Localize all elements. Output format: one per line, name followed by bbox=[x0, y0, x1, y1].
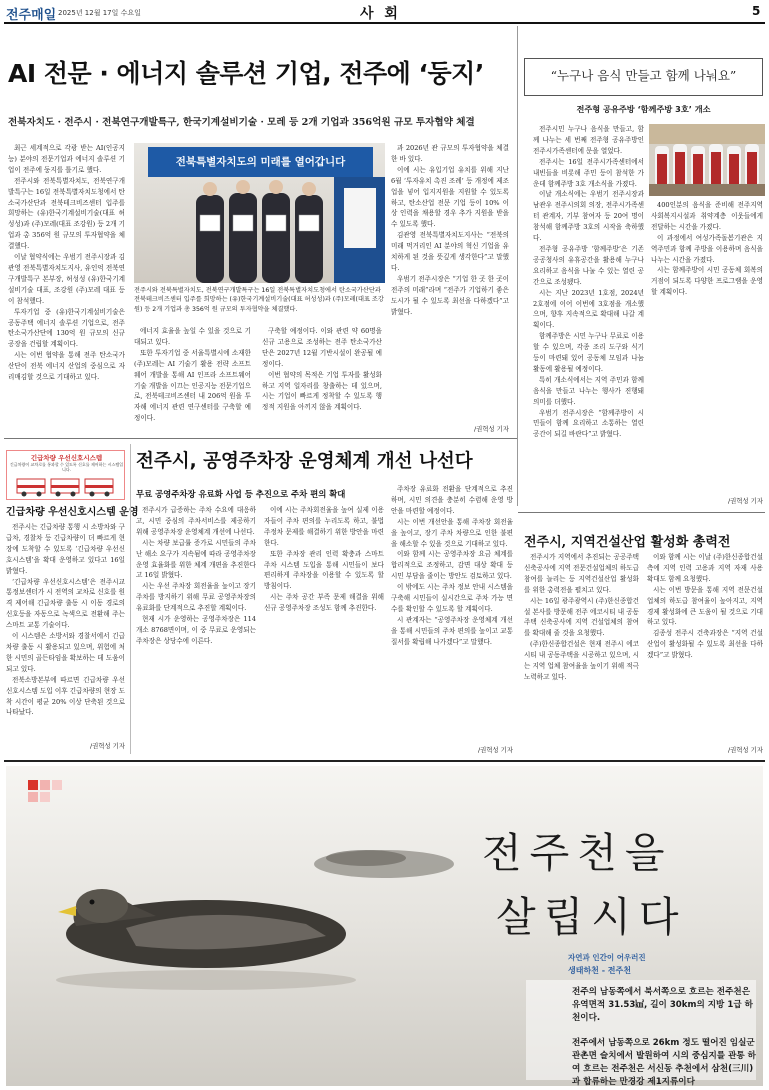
paragraph: 또한 주차장 관리 인력 확충과 스마트 주차 시스템 도입을 통해 시민들이 보다 편리하게 주차장을 이용할 수 있도록 할 방침이다. bbox=[264, 549, 384, 591]
article4-col2 bbox=[264, 505, 384, 755]
article3-badge-sub: 긴급차량이 교차로를 통과할 수 있도록 신호를 제어하는 시스템입니다. bbox=[9, 462, 124, 472]
ad-square-pink bbox=[28, 792, 38, 802]
article4-headline: 전주시, 공영주차장 운영체계 개선 나선다 bbox=[136, 451, 473, 472]
article3-badge: 긴급차량 우선신호시스템 bbox=[30, 454, 103, 462]
article1-col1 bbox=[8, 143, 125, 433]
ad-divider bbox=[4, 760, 765, 762]
ad-paragraph-2: 전주에서 남동쪽으로 26km 정도 떨어진 임실군 관촌면 슬치에서 발원하여 시의 중심지를 관통 하여 흐르는 전주천은 서신동 추천에서 삼천(三川)과 합류하는 만경강 제1지류이다 bbox=[572, 1038, 756, 1086]
column-divider bbox=[130, 444, 131, 754]
article3-body bbox=[6, 522, 125, 744]
paragraph: 시 관계자는 “공영주차장 운영체계 개선을 통해 시민들의 주차 편의를 높이고 교통 질서를 확립해 나가겠다”고 말했다. bbox=[391, 615, 513, 646]
article5-byline: /권혁성 기자 bbox=[727, 746, 763, 754]
paragraph: 시는 함께주방이 시민 공동체 회복의 거점이 되도록 다양한 프로그램을 운영할 계획이다. bbox=[651, 266, 763, 297]
paragraph: 이날 협약식에는 우범기 전주시장과 김관영 전북특별자치도지사, 유인억 전북연구개발특구 본부장, 허성성 (유)한국기계설비기술 대표, 조강원 (주)모레 대표 등이 참석했다. bbox=[8, 253, 125, 305]
article2-byline: /권혁성 기자 bbox=[727, 497, 763, 505]
paragraph: 이 과정에서 여성가족돌봄기관은 지역주민과 함께 주방을 이용하며 음식을 나누는 시간을 가졌다. bbox=[651, 233, 763, 264]
paragraph: 전주형 공유주방 ‘함께주방’은 기존 공공청사의 유휴공간을 활용해 누구나 요리하고 음식을 나눌 수 있는 열린 공간으로 조성됐다. bbox=[533, 244, 644, 286]
article1-byline: /권혁성 기자 bbox=[473, 425, 509, 433]
paragraph: 함께주방은 시민 누구나 무료로 이용할 수 있으며, 각종 조리 도구와 식기 등이 마련돼 있어 공동체 모임과 나눔 활동에 활용될 예정이다. bbox=[533, 332, 644, 373]
paragraph: 주차장 유료화 전환을 단계적으로 추진하며, 시민 의견을 충분히 수렴해 운영 방안을 마련할 예정이다. bbox=[391, 485, 513, 515]
ad-square-pink bbox=[40, 780, 50, 790]
paragraph: 이 밖에도 시는 주차 정보 안내 시스템을 구축해 시민들이 실시간으로 주차 가능 면수를 확인할 수 있도록 할 계획이다. bbox=[391, 583, 513, 613]
paragraph: 전주시와 전북특별자치도, 전북연구개발특구는 16일 전북특별자치도청에서 탄소국가산단과 전북테크비즈센터 입주를 희망하는 (유)한국기계설비기술(대표 허성성)과 (주)모레(대표 조강원) 등 2개 기업과 총 356억 원 규모의 투자협약을 체결했다. bbox=[8, 176, 125, 251]
paragraph: 투자기업 중 (유)한국기계설비기술은 공동주택 에너지 솔루션 기업으로, 전주 탄소국가산단에 130억 원 규모의 신규 공장을 건립할 계획이다. bbox=[8, 307, 125, 349]
paragraph: 과 2026년 관 규모의 투자협약을 체결한 바 있다. bbox=[391, 144, 509, 163]
article3-banner-image bbox=[6, 450, 125, 500]
article5-col2 bbox=[647, 552, 763, 742]
article2-photo bbox=[649, 124, 765, 196]
kitchen-photo-graphic bbox=[649, 124, 765, 196]
article4-byline: /권혁성 기자 bbox=[477, 746, 513, 754]
paragraph: 전주시민 누구나 음식을 만들고, 함께 나누는 세 번째 전주형 공유주방인 전주시가족센터에 문을 열었다. bbox=[533, 125, 644, 155]
paragraph: 시는 16일 광주광역시 (주)한신종합건설 본사를 방문해 전주 에코시티 내 공동주택 신축공사에 지역 건설업체의 참여를 확대해 줄 것을 요청했다. bbox=[524, 596, 639, 638]
ad-tagline: 자연과 인간이 어우러진 bbox=[568, 953, 646, 962]
paragraph: 전주시는 16일 전주시가족센터에서 내빈들을 비롯해 주민 등이 참석한 가운데 함께주방 3호 개소식을 가졌다. bbox=[533, 157, 644, 188]
paragraph: 전주시는 긴급차량 통행 시 소방차와 구급차, 경찰차 등 긴급차량이 더 빠르게 현장에 도착할 수 있도록 ‘긴급차량 우선신호시스템’을 확대 운영하고 있다고 16일 밝혔다. bbox=[6, 523, 125, 575]
article4-col1 bbox=[136, 505, 256, 755]
paragraph: (주)한신종합건설은 현재 전주시 에코시티 내 공동주택을 시공하고 있으며, 시는 지역 업체 참여율을 높이기 위해 적극 노력하고 있다. bbox=[524, 640, 639, 681]
paragraph: 이날 개소식에는 우범기 전주시장과 남관우 전주시의회 의장, 전주시가족센터 관계자, 기부 참여자 등 20여 명이 참석해 함께주방 3호의 시작을 축하했다. bbox=[533, 190, 644, 243]
masthead-date: 2025년 12월 17일 수요일 bbox=[58, 9, 141, 17]
ad-square-pink bbox=[52, 780, 62, 790]
paragraph: 전주시가 지역에서 추진되는 공공주택 신축공사에 지역 전문건설업체의 하도급 참여를 늘리는 등 지역건설산업 활성화를 위한 총력전을 펼치고 있다. bbox=[524, 553, 639, 594]
ambulance-icon bbox=[15, 475, 119, 499]
column-divider bbox=[517, 26, 518, 506]
article5-col1 bbox=[524, 552, 639, 752]
paragraph: 이에 시는 주차회전율을 높여 실제 이용자들이 주차 편의를 누리도록 하고, 불법 주정차 문제를 해결하기 위한 방안을 마련한다. bbox=[264, 506, 384, 547]
paragraph: 전북소방본부에 따르면 긴급차량 우선신호시스템 도입 이후 긴급차량의 현장 도착 시간이 평균 20% 이상 단축된 것으로 나타났다. bbox=[6, 675, 125, 717]
paragraph: 시는 우선 주차장 회전율을 높이고 장기 주차를 방지하기 위해 무료 공영주차장의 유료화를 단계적으로 추진할 계획이다. bbox=[136, 582, 256, 613]
article2-col3 bbox=[651, 200, 763, 510]
article2-subheadline: 전주형 공유주방 ‘함께주방 3호’ 개소 bbox=[576, 104, 711, 114]
paragraph: 전주시가 급증하는 주차 수요에 대응하고, 시민 중심의 주차서비스를 제공하기 위해 공영주차장 운영체계 개선에 나선다. bbox=[136, 506, 256, 536]
article3-byline: /권혁성 기자 bbox=[89, 742, 125, 750]
paragraph: 이와 함께 시는 이날 (주)한신종합건설 측에 지역 인력 고용과 지역 자재 사용 확대도 함께 요청했다. bbox=[647, 553, 763, 583]
section-title: 사 회 bbox=[360, 6, 401, 22]
paragraph: 시는 차량 보급률 증가로 시민들의 주차난 해소 요구가 지속됨에 따라 공영주차장 운영 효율화를 위한 체계 개편을 추진한다고 16일 밝혔다. bbox=[136, 538, 256, 580]
paragraph: 현재 시가 운영하는 공영주차장은 114개소 8768면이며, 이 중 무료로 운영되는 주차장은 상당수에 이른다. bbox=[136, 615, 256, 645]
ad-paragraph-1: 전주의 남동쪽에서 북서쪽으로 흐르는 전주천은 유역면적 31.53㎢, 길이 30km의 지방 1급 하천이다. bbox=[572, 987, 753, 1023]
ad-title-line1: 전주천을 bbox=[482, 829, 673, 877]
paragraph: 400인분의 음식을 준비해 전주지역 사회복지시설과 취약계층 이웃들에게 전달하는 시간을 가졌다. bbox=[651, 201, 763, 231]
article1-col3 bbox=[262, 326, 382, 434]
paragraph: 이에 시는 유입기업 유치를 위해 지난 6월 ‘투자유치 촉진 조례’ 등 개정에 제조업을 넣어 입지지원을 지원할 수 있도록 하고, 탄소산업 전문 기업 등이 10% 이상 인력을 채용할 경우 추가 지원을 받을 수 있도록 했다. bbox=[391, 165, 509, 229]
article5-headline: 전주시, 지역건설산업 활성화 총력전 bbox=[524, 535, 731, 550]
paragraph: 이번 협약의 목적은 기업 투자를 활성화하고 지역 일자리를 창출하는 데 있으며, 시는 기업이 빠르게 정착할 수 있도록 행정적 지원을 아끼지 않을 계획이다. bbox=[262, 370, 382, 412]
paragraph: 우범기 전주시장은 “기업 한 곳 한 곳이 전주의 미래”라며 “전주가 기업하기 좋은 도시가 될 수 있도록 최선을 다하겠다”고 밝혔다. bbox=[391, 274, 509, 316]
ad-tagline2: 생태하천 - 전주천 bbox=[568, 966, 631, 975]
article2-headline: “누구나 음식 만들고 함께 나눠요” bbox=[550, 68, 737, 83]
section-divider bbox=[518, 512, 765, 513]
paragraph: 시는 이번 협약을 통해 전주 탄소국가산단이 전북 에너지 산업의 중심으로 자리매김할 것으로 기대하고 있다. bbox=[8, 351, 125, 382]
article1-subheadline: 전북자치도 · 전주시 · 전북연구개발특구, 한국기계설비기술 · 모레 등 2개 기업과 356억원 규모 투자협약 체결 bbox=[8, 117, 475, 128]
article1-col4 bbox=[391, 143, 509, 425]
paragraph: 구축할 예정이다. 이와 관련 약 60명을 신규 고용으로 조성하는 전주 탄소국가산단은 2027년 12월 기반시설이 완공될 예정이다. bbox=[262, 327, 382, 368]
paragraph: 최근 세계적으로 각광 받는 AI(인공지능) 분야의 전문기업과 에너지 솔루션 기업이 전주에 둥지를 틀기로 했다. bbox=[8, 144, 125, 174]
paragraph: 우범기 전주시장은 “함께주방이 시민들이 함께 요리하고 소통하는 열린 공간이 되길 바란다”고 밝혔다. bbox=[533, 408, 644, 439]
ad-title-line2: 살립시다 bbox=[496, 893, 687, 941]
page-number: 5 bbox=[752, 4, 761, 18]
paragraph: 김관영 전북특별자치도지사는 “전북의 미래 먹거리인 AI 분야의 혁신 기업을 유치하게 된 것을 뜻깊게 생각한다”고 말했다. bbox=[391, 231, 509, 272]
header-rule bbox=[4, 22, 765, 24]
paragraph: 시는 지난 2023년 1호점, 2024년 2호점에 이어 이번에 3호점을 개소했으며, 향후 지속적으로 확대해 나갈 계획이다. bbox=[533, 288, 644, 330]
paragraph: 김종성 전주시 건축과장은 “지역 건설산업이 활성화될 수 있도록 최선을 다하겠다”고 밝혔다. bbox=[647, 629, 763, 660]
paragraph: 시는 이번 개선안을 통해 주차장 회전율을 높이고, 장기 주차 차량으로 인한 불편을 해소할 수 있을 것으로 기대하고 있다. bbox=[391, 517, 513, 548]
ad-square-red bbox=[28, 780, 38, 790]
paragraph: ‘긴급차량 우선신호시스템’은 전주시교통정보센터가 시 전역의 교차로 신호를 원격 제어해 긴급차량 출동 시 이동 경로의 신호등을 자동으로 녹색으로 전환해 주는 스마트 교통 기술이다. bbox=[6, 577, 125, 630]
photo-banner: 전북특별자치도의 미래를 열어갑니다 bbox=[175, 156, 346, 168]
paragraph: 이와 함께 시는 공영주차장 요금 체계를 합리적으로 조정하고, 감면 대상 확대 등 시민 부담을 줄이는 방안도 검토하고 있다. bbox=[391, 550, 513, 581]
paragraph: 이 시스템은 소방서와 경찰서에서 긴급차량 출동 시 활용되고 있으며, 위험에 처한 시민의 골든타임을 확보하는 데 도움이 되고 있다. bbox=[6, 632, 125, 673]
masthead-paper-name: 전주매일 bbox=[6, 8, 57, 23]
paragraph: 또한 투자기업 중 서울특별시에 소재한 (주)모레는 AI 기술기 활용 전략 소프트웨어 개발을 통해 AI 인프라 소프트웨어 기술 개발을 이끄는 인공지능 전문기업으로, 전북테크비즈센터 내 206억 원을 투자해 에너지 관련 연구센터를 구축할 예정이다. bbox=[134, 348, 251, 423]
article4-col3 bbox=[391, 484, 513, 755]
section-divider bbox=[4, 438, 517, 439]
article4-subheadline: 무료 공영주차장 유료화 사업 등 추진으로 주차 편의 확대 bbox=[136, 489, 346, 499]
ad-area bbox=[6, 766, 763, 1086]
paragraph: 특히 개소식에서는 지역 주민과 함께 음식을 만들고 나누는 행사가 진행돼 의미를 더했다. bbox=[533, 375, 644, 406]
article1-headline: AI 전문 · 에너지 솔루션 기업, 전주에 ‘둥지’ bbox=[8, 59, 484, 88]
paragraph: 에너지 효율을 높일 수 있을 것으로 기대되고 있다. bbox=[134, 327, 251, 346]
ad-square-pink bbox=[40, 792, 50, 802]
article1-photo bbox=[134, 143, 385, 283]
paragraph: 시는 주차 공간 부족 문제 해결을 위해 신규 공영주차장 조성도 함께 추진한다. bbox=[264, 593, 384, 613]
article3-headline: 긴급차량 우선신호시스템 운영 bbox=[6, 507, 139, 518]
article2-col1 bbox=[533, 124, 644, 510]
article1-photo-caption: 전주시와 전북특별자치도, 전북연구개발특구는 16일 전북특별자치도청에서 탄소국가산단과 전북테크비즈센터 입주를 희망하는 (유)한국기계설비기술(대표 허성성)과 (주)모레(대표 조강원) 등 2개 기업과 총 356억 원 규모의 투자협약을 체결했다. bbox=[134, 287, 384, 313]
article1-col2 bbox=[134, 326, 251, 434]
paragraph: 시는 이번 방문을 통해 지역 전문건설업체의 하도급 참여율이 높아지고, 지역 경제 활성화에 큰 도움이 될 것으로 기대하고 있다. bbox=[647, 585, 763, 627]
